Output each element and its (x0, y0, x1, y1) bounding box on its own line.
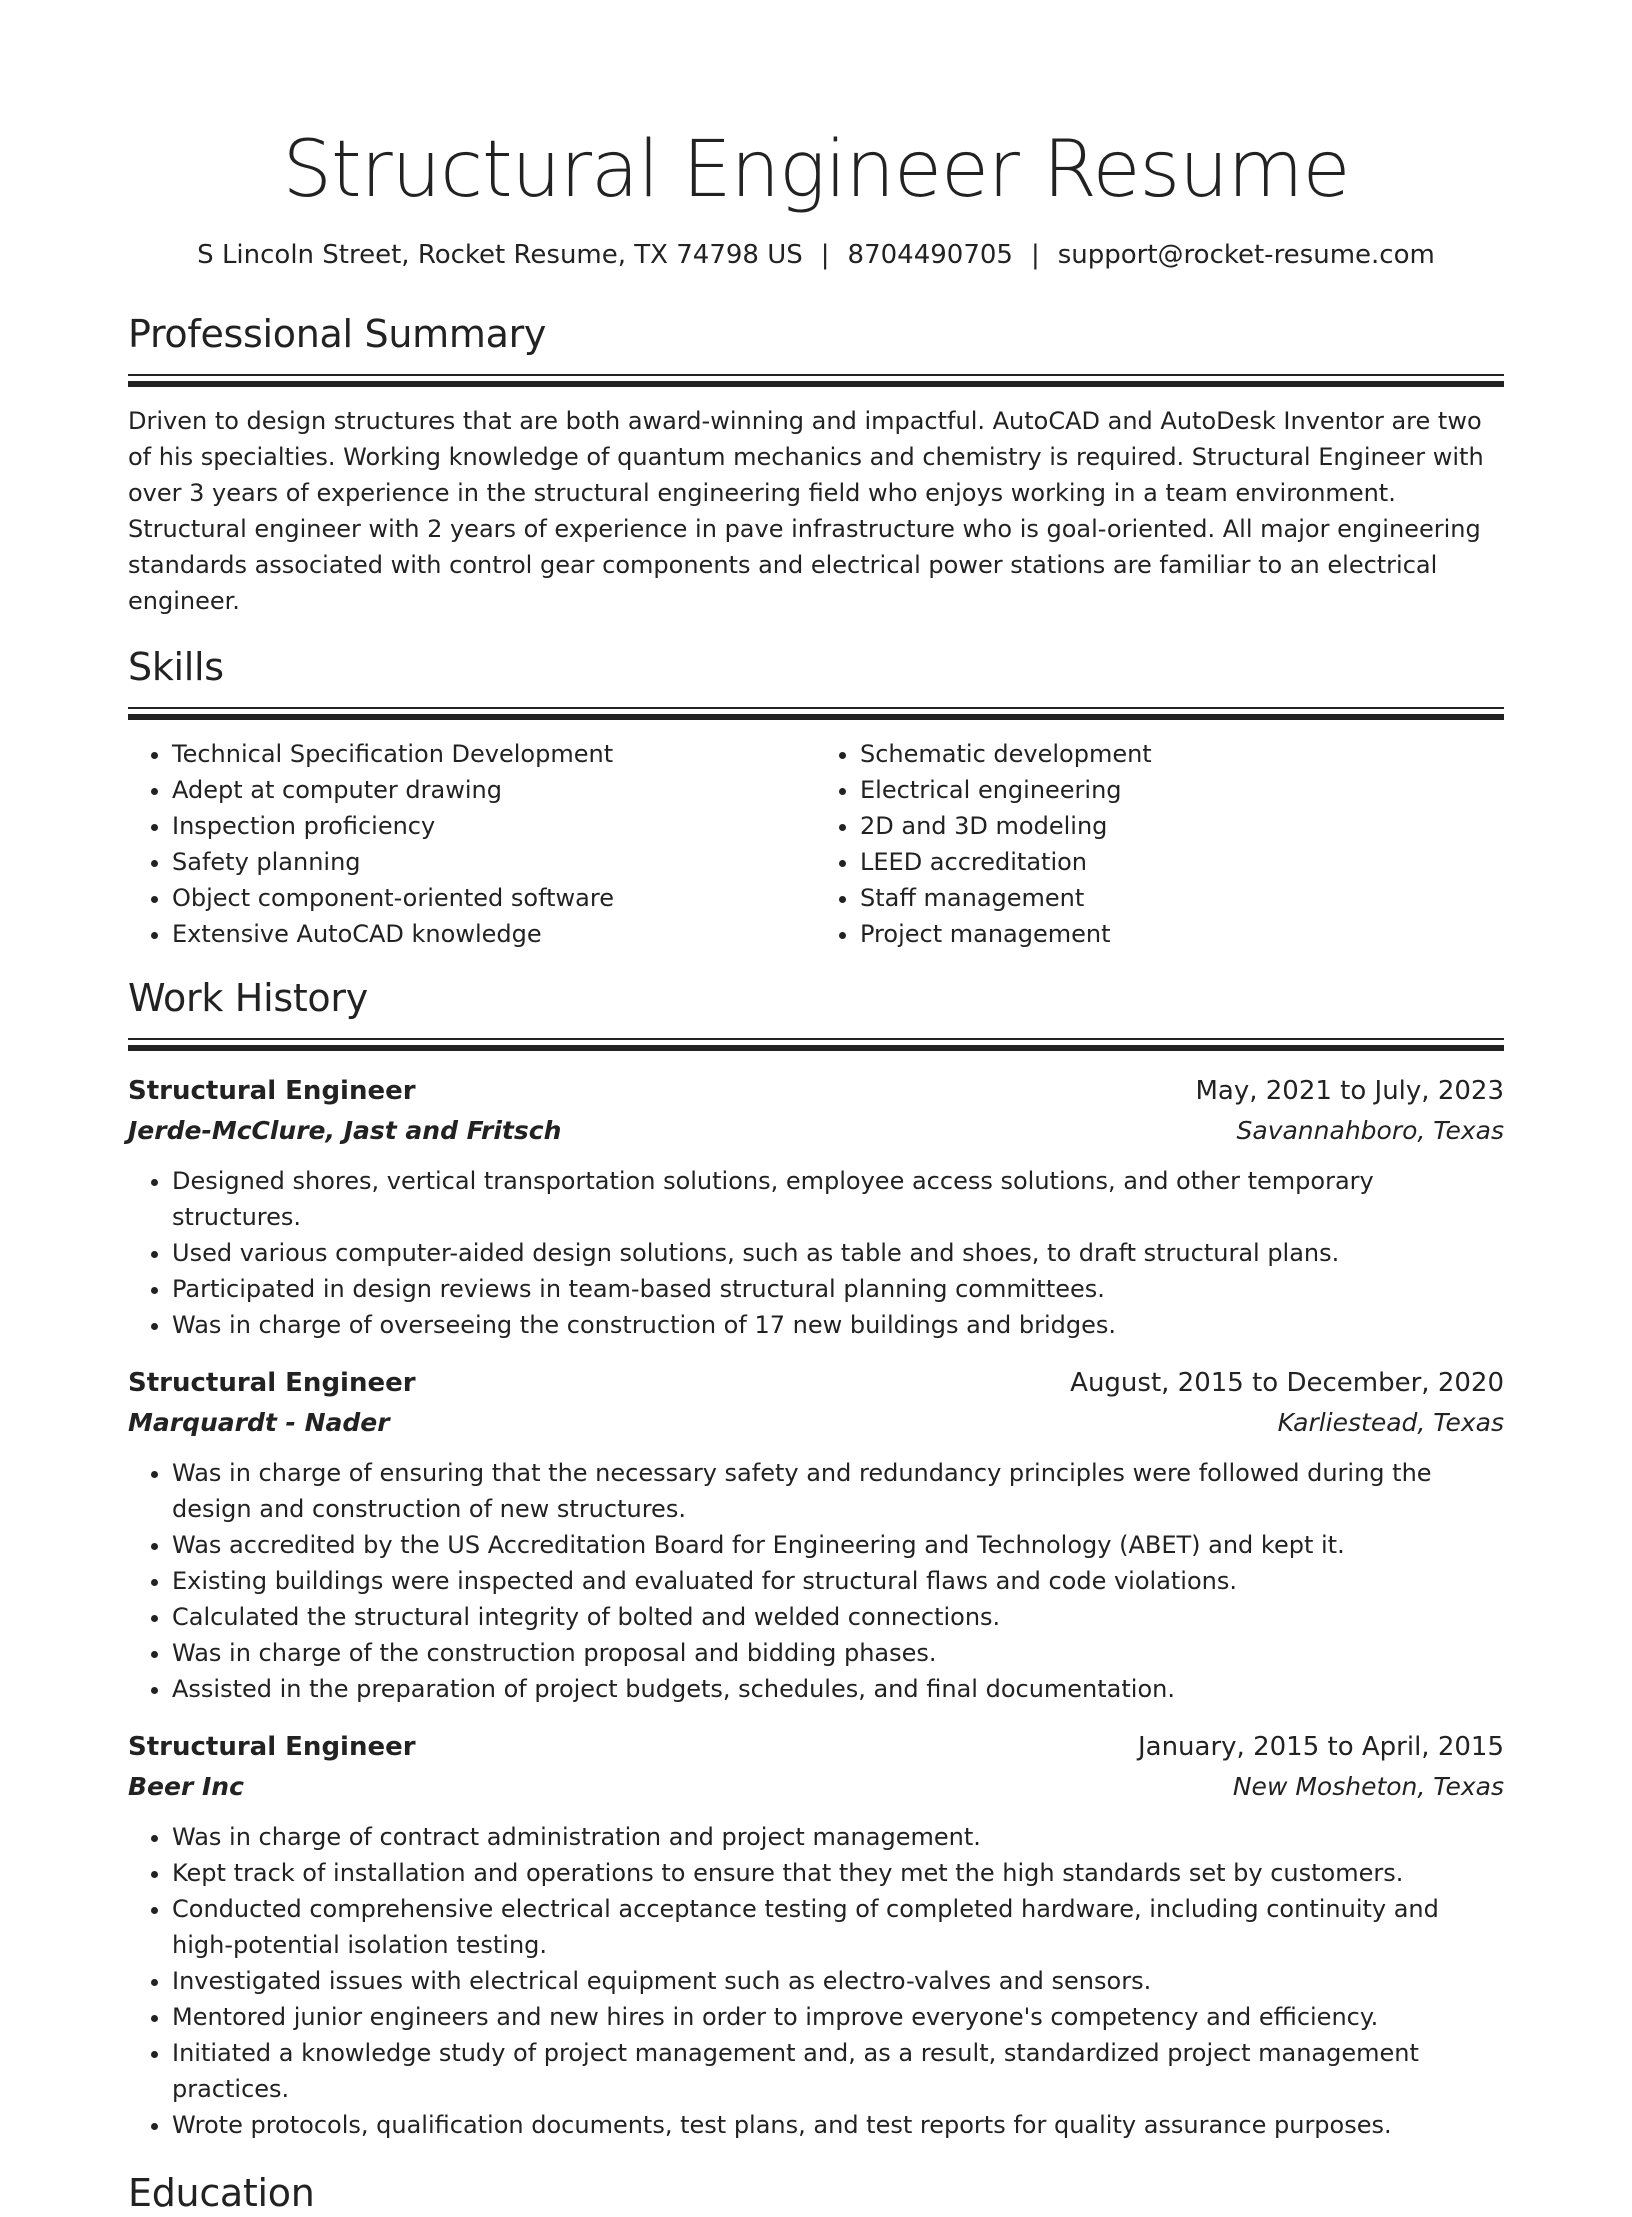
education-section (128, 2169, 1504, 2217)
job-bullets (128, 1163, 1504, 1343)
skill-item: • 2D and 3D modeling (860, 808, 1504, 844)
job-list (128, 1071, 1504, 2143)
skill-item: • LEED accreditation (860, 844, 1504, 880)
section-title-education: Education (128, 2171, 315, 2215)
summary-section (128, 310, 1504, 619)
skill-item: • Schematic development (860, 736, 1504, 772)
job-header-row (128, 1363, 1504, 1403)
job-location: Karliestead, Texas (1277, 1408, 1504, 1437)
summary-text: Driven to design structures that are both award-winning and impactful. AutoCAD and AutoDesk Inventor are two of his specialties. Working knowledge of quantum mechanics and chemistry is required. Structural Engineer with over 3 years of experience in the structural engineering field who enjoys working in a team environment. Structural engineer with 2 years of experience in pave infrastructure who is goal-oriented. All major engineering standards associated with control gear components and electrical power stations are familiar to an electrical engineer. (128, 407, 1484, 615)
phone-text: 8704490705 (847, 240, 1013, 270)
skill-item: • Adept at computer drawing (172, 772, 816, 808)
skill-item: • Extensive AutoCAD knowledge (172, 916, 816, 952)
skills-columns (128, 736, 1504, 952)
job-bullet: • Was in charge of overseeing the construction of 17 new buildings and bridges. (172, 1307, 1504, 1343)
job-header-row (128, 1727, 1504, 1767)
contact-line (128, 238, 1504, 272)
job-bullet: • Was in charge of the construction proposal and bidding phases. (172, 1635, 1504, 1671)
separator: | (820, 240, 830, 270)
job-entry (128, 1363, 1504, 1707)
job-bullet: • Was accredited by the US Accreditation Board for Engineering and Technology (ABET) and kept it. (172, 1527, 1504, 1563)
job-company: Marquardt - Nader (128, 1408, 390, 1437)
section-title-work: Work History (128, 976, 368, 1020)
job-company-row (128, 1767, 1504, 1807)
job-title: Structural Engineer (128, 1732, 416, 1762)
job-bullet: • Used various computer-aided design solutions, such as table and shoes, to draft structural plans. (172, 1235, 1504, 1271)
job-dates: August, 2015 to December, 2020 (1070, 1368, 1504, 1398)
section-divider (128, 1038, 1504, 1051)
job-bullet: • Investigated issues with electrical equipment such as electro-valves and sensors. (172, 1963, 1504, 1999)
resume-page (128, 0, 1504, 2217)
job-bullet: • Was in charge of ensuring that the necessary safety and redundancy principles were followed during the design and construction of new structures. (172, 1455, 1504, 1527)
section-title-summary: Professional Summary (128, 312, 547, 356)
job-bullet: • Mentored junior engineers and new hires in order to improve everyone's competency and efficiency. (172, 1999, 1504, 2035)
skill-item: • Project management (860, 916, 1504, 952)
job-bullets (128, 1819, 1504, 2143)
job-bullet: • Kept track of installation and operations to ensure that they met the high standards set by customers. (172, 1855, 1504, 1891)
job-dates: May, 2021 to July, 2023 (1195, 1076, 1504, 1106)
job-bullet: • Initiated a knowledge study of project management and, as a result, standardized project management practices. (172, 2035, 1504, 2107)
job-bullet: • Assisted in the preparation of project budgets, schedules, and final documentation. (172, 1671, 1504, 1707)
section-title-skills: Skills (128, 645, 224, 689)
section-divider (128, 707, 1504, 720)
job-location: Savannahboro, Texas (1236, 1116, 1504, 1145)
job-title: Structural Engineer (128, 1368, 416, 1398)
job-title: Structural Engineer (128, 1076, 416, 1106)
skill-item: • Electrical engineering (860, 772, 1504, 808)
job-location: New Mosheton, Texas (1232, 1772, 1504, 1801)
skills-section (128, 643, 1504, 952)
skills-list-left (128, 736, 816, 952)
job-dates: January, 2015 to April, 2015 (1137, 1732, 1504, 1762)
separator: | (1030, 240, 1040, 270)
job-company: Jerde-McClure, Jast and Fritsch (128, 1116, 562, 1145)
page-title: Structural Engineer Resume (282, 125, 1350, 215)
job-bullet: • Designed shores, vertical transportation solutions, employee access solutions, and other temporary structures. (172, 1163, 1504, 1235)
skills-list-right (816, 736, 1504, 952)
email-text: support@rocket-resume.com (1057, 240, 1435, 270)
job-bullet: • Existing buildings were inspected and evaluated for structural flaws and code violations. (172, 1563, 1504, 1599)
skill-item: • Staff management (860, 880, 1504, 916)
job-bullets (128, 1455, 1504, 1707)
job-header-row (128, 1071, 1504, 1111)
skill-item: • Object component-oriented software (172, 880, 816, 916)
skill-item: • Safety planning (172, 844, 816, 880)
address-text: S Lincoln Street, Rocket Resume, TX 74798 US (197, 240, 803, 270)
skill-item: • Inspection proficiency (172, 808, 816, 844)
skill-item: • Technical Specification Development (172, 736, 816, 772)
job-bullet: • Wrote protocols, qualification documents, test plans, and test reports for quality assurance purposes. (172, 2107, 1504, 2143)
job-bullet: • Participated in design reviews in team-based structural planning committees. (172, 1271, 1504, 1307)
section-divider (128, 374, 1504, 387)
job-entry (128, 1071, 1504, 1343)
job-bullet: • Was in charge of contract administration and project management. (172, 1819, 1504, 1855)
work-section (128, 974, 1504, 2143)
job-entry (128, 1727, 1504, 2143)
job-company: Beer Inc (128, 1772, 244, 1801)
job-bullet: • Conducted comprehensive electrical acceptance testing of completed hardware, including continuity and high-potential isolation testing. (172, 1891, 1504, 1963)
job-bullet: • Calculated the structural integrity of bolted and welded connections. (172, 1599, 1504, 1635)
job-company-row (128, 1111, 1504, 1151)
job-company-row (128, 1403, 1504, 1443)
